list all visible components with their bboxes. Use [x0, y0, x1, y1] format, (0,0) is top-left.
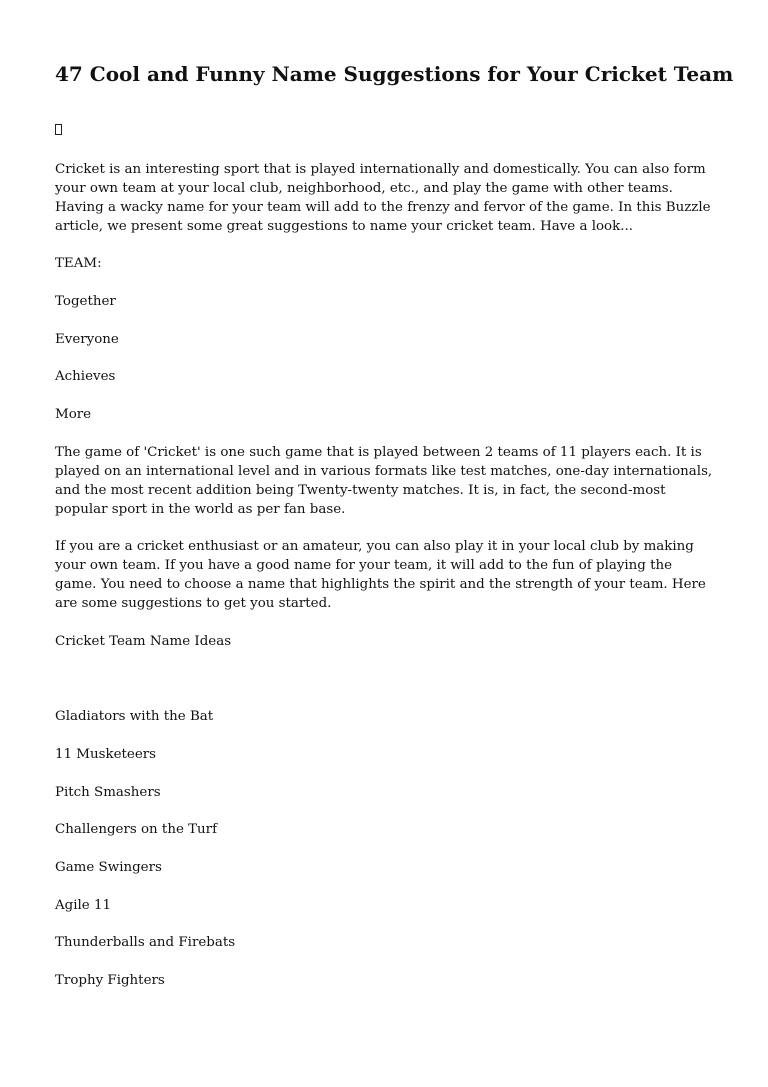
team-advice-paragraph: If you are a cricket enthusiast or an amateur, you can also play it in your local club by making your own team. If you have a good name for your team, it will add to the fun of playing the game. You need to choose a name that highlights the spirit and the strength of your team. Here are some suggestions to get you started.: [55, 539, 706, 611]
list-item: Gladiators with the Bat: [55, 709, 214, 724]
list-item: Agile 11: [55, 898, 112, 913]
list-item: Trophy Fighters: [55, 973, 165, 988]
missing-glyph-icon: [55, 124, 62, 135]
ideas-heading: Cricket Team Name Ideas: [55, 634, 232, 649]
list-item: Pitch Smashers: [55, 785, 161, 800]
acronym-line: Achieves: [55, 369, 116, 384]
intro-paragraph: Cricket is an interesting sport that is played internationally and domestically. You can also form your own team at your local club, neighborhood, etc., and play the game with other teams. Having a wacky name for your team will add to the frenzy and fervor of the game. In this Buzzle article, we present some great suggestions to name your cricket team. Have a look...: [55, 162, 711, 234]
list-item: Thunderballs and Firebats: [55, 935, 236, 950]
list-item: 11 Musketeers: [55, 747, 157, 762]
list-item: Game Swingers: [55, 860, 162, 875]
acronym-line: Everyone: [55, 332, 119, 347]
acronym-line: More: [55, 407, 92, 422]
acronym-line: Together: [55, 294, 116, 309]
cricket-description-paragraph: The game of 'Cricket' is one such game that is played between 2 teams of 11 players each. It is played on an international level and in various formats like test matches, one-day internationals, and the most recent addition being Twenty-twenty matches. It is, in fact, the second-most popular sport in the world as per fan base.: [55, 445, 713, 517]
list-item: Challengers on the Turf: [55, 822, 218, 837]
page-title: 47 Cool and Funny Name Suggestions for Your Cricket Team: [55, 62, 734, 86]
acronym-heading: TEAM:: [55, 256, 102, 271]
